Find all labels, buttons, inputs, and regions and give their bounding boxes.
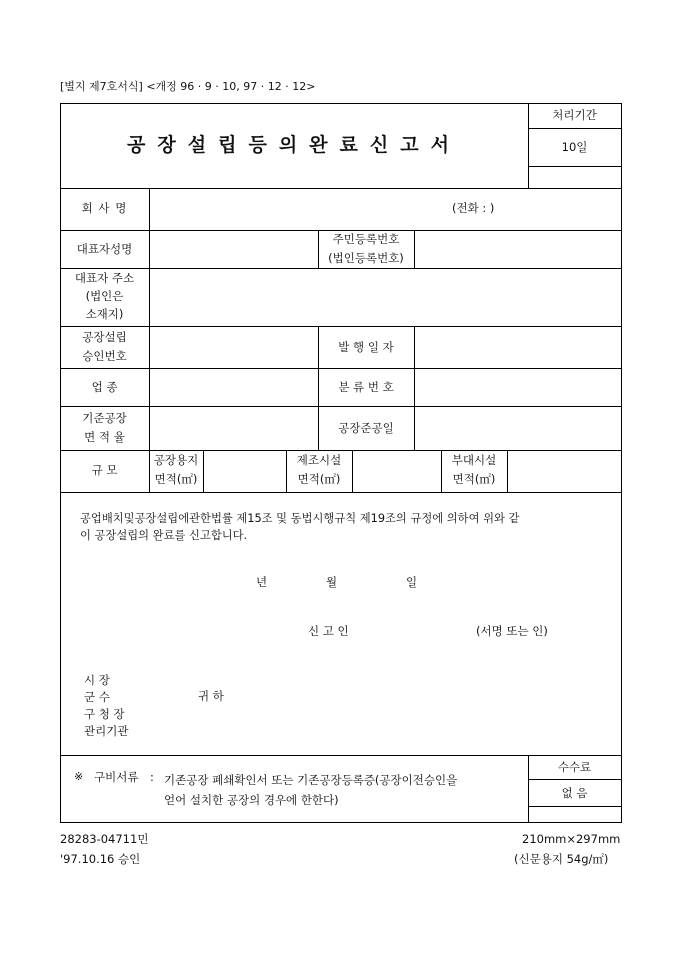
date-month-label: 월 [326,575,338,589]
classification-number-field[interactable] [415,369,621,406]
issue-date-label: 발 행 일 자 [338,340,394,354]
area-ratio-field[interactable] [150,407,318,450]
phone-label: (전화 : ) [452,201,495,215]
scale-label: 규 모 [91,463,118,477]
industry-field[interactable] [150,369,318,406]
auxiliary-area-field[interactable] [508,451,621,492]
reporter-label: 신 고 인 [308,624,349,638]
recipient-list: 시 장 군 수 구 청 장 관리기관 [84,673,129,738]
classification-number-label: 분 류 번 호 [338,380,394,394]
manufacturing-area-label: 제조시설 면적(㎡) [296,453,342,486]
declaration-text: 공업배치및공장설립에관한법률 제15조 및 동법시행규칙 제19조의 규정에 의하여 위와 같 이 공장설립의 완료를 신고합니다. [80,512,520,542]
representative-address-field[interactable] [150,269,621,326]
completion-date-label: 공장준공일 [338,421,394,435]
resident-number-label: 주민등록번호 (법인등록번호) [328,232,404,265]
form-code: 28283-04711민 [60,832,149,846]
approval-number-label: 공장설립 승인번호 [82,330,127,363]
resident-number-field[interactable] [415,231,621,268]
manufacturing-area-field[interactable] [353,451,441,492]
required-documents-text: 기존공장 폐쇄확인서 또는 기존공장등록증(공장이전승인을 얻어 설치한 공장의 경우에 한한다) [164,773,458,807]
fee-value: 없 음 [561,786,588,800]
form-header-note: [별지 제7호서식] <개정 96 · 9 · 10, 97 · 12 · 12> [60,80,316,93]
auxiliary-area-label: 부대시설 면적(㎡) [451,453,497,486]
date-day-label: 일 [406,575,418,589]
signature-label: (서명 또는 인) [476,624,548,638]
recipient-suffix: 귀 하 [198,689,224,703]
paper-type: (신문용지 54g/㎡) [514,852,609,866]
representative-address-label: 대표자 주소 (법인은 소재지) [74,271,135,321]
note-mark-icon: ※ [74,770,84,783]
issue-date-field[interactable] [415,327,621,368]
representative-name-field[interactable] [150,231,318,268]
completion-date-field[interactable] [415,407,621,450]
representative-name-label: 대표자성명 [76,242,133,256]
form-title: 공장설립등의완료신고서 [127,134,461,156]
processing-period-value: 10일 [561,140,588,154]
industry-label: 업 종 [91,380,118,394]
approval-number-field[interactable] [150,327,318,368]
paper-size: 210mm×297mm [522,832,621,846]
company-name-label: 회 사 명 [81,201,128,215]
required-documents-colon: : [150,770,154,784]
processing-period-label: 처리기간 [552,108,597,122]
approval-date: '97.10.16 승인 [60,852,141,866]
required-documents-label: 구비서류 [94,770,139,784]
site-area-label: 공장용지 면적(㎡) [153,453,199,486]
site-area-field[interactable] [204,451,286,492]
area-ratio-label: 기준공장 면 적 율 [82,411,127,444]
date-year-label: 년 [256,575,268,589]
fee-label: 수수료 [557,760,592,774]
